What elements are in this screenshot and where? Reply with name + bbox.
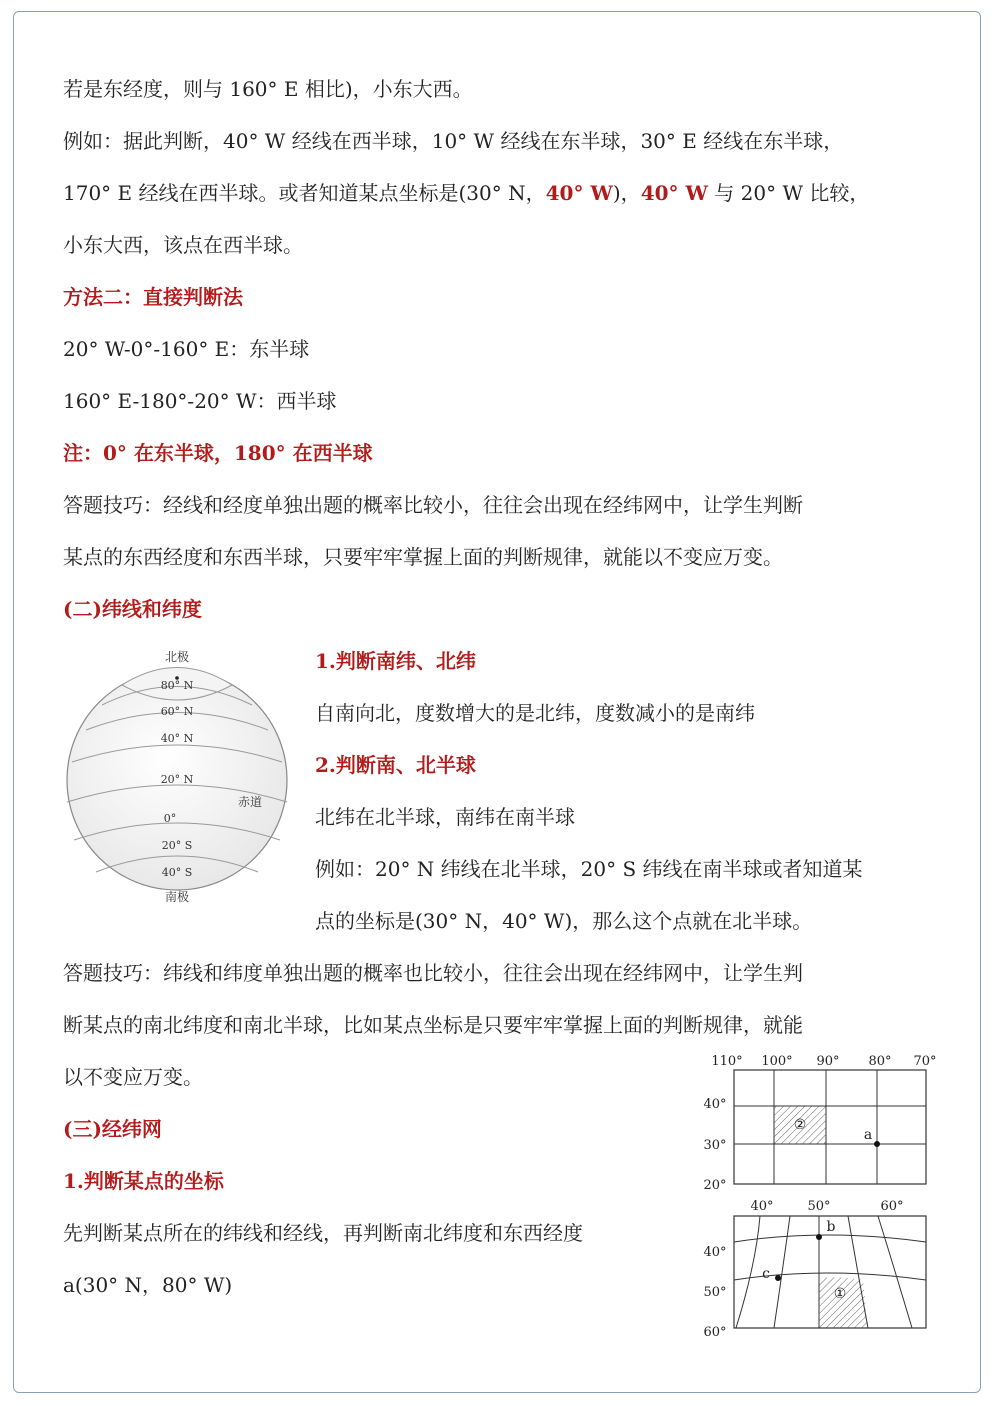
latitude-label: 60° N [160, 705, 194, 718]
highlight-text: 40° W [545, 181, 613, 205]
text-line: 答题技巧：经线和经度单独出题的概率比较小，往往会出现在经纬网中，让学生判断 [63, 493, 803, 517]
sub-heading: 2.判断南、北半球 [315, 753, 476, 777]
text-line: 答题技巧：纬线和纬度单独出题的概率也比较小，往往会出现在经纬网中，让学生判 [63, 961, 803, 985]
grid-diagram-1 [698, 1050, 948, 1195]
highlight-text: 40° W [640, 181, 708, 205]
latitude-label: 40° [703, 1097, 727, 1112]
latitude-label: 20° [703, 1178, 727, 1193]
text-span: 170° E 经线在西半球。或者知道某点坐标是(30° N， [63, 181, 546, 205]
longitude-label: 110° [711, 1054, 743, 1069]
point-b-label: b [826, 1219, 836, 1235]
latitude-label: 20° N [160, 773, 194, 786]
point-c-label: c [762, 1266, 770, 1282]
latitude-label: 40° [703, 1245, 727, 1260]
point-a-dot [874, 1141, 880, 1147]
cell-label: ② [793, 1117, 807, 1133]
text-line: 先判断某点所在的纬线和经线，再判断南北纬度和东西经度 [63, 1221, 583, 1245]
longitude-label: 50° [807, 1199, 831, 1214]
longitude-label: 70° [913, 1054, 937, 1069]
section-heading: 方法二：直接判断法 [63, 285, 243, 309]
section-heading: (三)经纬网 [63, 1117, 162, 1141]
text-line: 断某点的南北纬度和南北半球，比如某点坐标是只要牢牢掌握上面的判断规律，就能 [63, 1013, 803, 1037]
latitude-label: 20° S [161, 839, 193, 852]
hatched-cell [819, 1277, 868, 1328]
south-pole-label: 南极 [164, 890, 190, 904]
latitude-label: 60° [703, 1325, 727, 1340]
latitude-label: 50° [703, 1285, 727, 1300]
text-line: 160° E-180°-20° W：西半球 [63, 389, 337, 413]
text-line: 小东大西，该点在西半球。 [63, 233, 303, 257]
text-line [63, 180, 869, 206]
text-line: 以不变应万变。 [63, 1065, 203, 1089]
longitude-label: 40° [750, 1199, 774, 1214]
text-line: 例如：20° N 纬线在北半球，20° S 纬线在南半球或者知道某 [315, 857, 863, 881]
note-heading: 注：0° 在东半球，180° 在西半球 [63, 441, 373, 465]
text-line: 20° W-0°-160° E：东半球 [63, 337, 310, 361]
text-line: 自南向北，度数增大的是北纬，度数减小的是南纬 [315, 701, 755, 725]
latitude-label: 0° [163, 812, 177, 825]
text-line: 例如：据此判断，40° W 经线在西半球，10° W 经线在东半球，30° E 经线在东半球， [63, 129, 844, 153]
text-span: 与 20° W 比较， [707, 181, 870, 205]
section-heading: (二)纬线和纬度 [63, 597, 202, 621]
text-line: 若是东经度，则与 160° E 相比)，小东大西。 [63, 77, 473, 101]
point-b-dot [816, 1234, 822, 1240]
latitude-label: 40° S [161, 866, 193, 879]
text-span: )， [612, 181, 641, 205]
text-line: 北纬在北半球，南纬在南半球 [315, 805, 575, 829]
longitude-label: 60° [880, 1199, 904, 1214]
equator-label: 赤道 [238, 795, 263, 809]
cell-label: ① [833, 1286, 847, 1302]
grid-diagram-2 [698, 1194, 948, 1344]
point-a-label: a [863, 1127, 873, 1143]
globe-diagram [60, 640, 300, 910]
latitude-label: 30° [703, 1138, 727, 1153]
point-c-dot [775, 1275, 781, 1281]
grid-border [734, 1070, 926, 1184]
text-line: a(30° N，80° W) [63, 1273, 233, 1297]
sub-heading: 1.判断某点的坐标 [63, 1169, 224, 1193]
longitude-label: 80° [868, 1054, 892, 1069]
longitude-label: 90° [816, 1054, 840, 1069]
sub-heading: 1.判断南纬、北纬 [315, 649, 476, 673]
latitude-label: 40° N [160, 732, 194, 745]
text-line: 点的坐标是(30° N，40° W)，那么这个点就在北半球。 [315, 909, 813, 933]
text-line: 某点的东西经度和东西半球，只要牢牢掌握上面的判断规律，就能以不变应万变。 [63, 545, 783, 569]
north-pole-label: 北极 [164, 650, 190, 664]
longitude-label: 100° [761, 1054, 793, 1069]
latitude-label: 80° N [160, 679, 194, 692]
